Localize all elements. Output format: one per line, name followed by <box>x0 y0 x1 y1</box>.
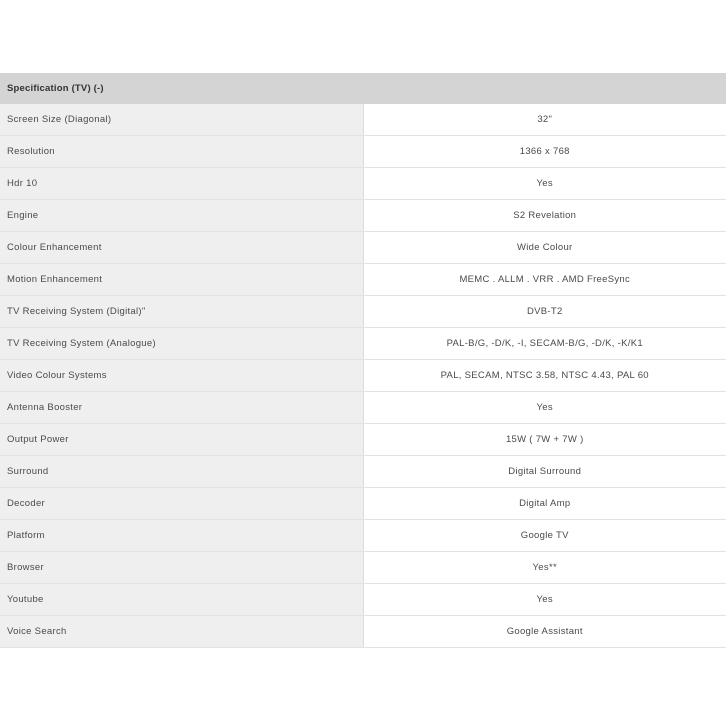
specification-header: Specification (TV) (-) <box>0 73 726 104</box>
spec-label: Engine <box>0 200 363 232</box>
table-row <box>0 104 726 136</box>
spec-label: Resolution <box>0 136 363 168</box>
spec-value: Google TV <box>363 520 726 552</box>
spec-label: Platform <box>0 520 363 552</box>
spec-label: Screen Size (Diagonal) <box>0 104 363 136</box>
table-row <box>0 232 726 264</box>
table-row <box>0 264 726 296</box>
spec-label: Output Power <box>0 424 363 456</box>
spec-value: Yes** <box>363 552 726 584</box>
table-row <box>0 584 726 616</box>
spec-value: Yes <box>363 584 726 616</box>
table-row <box>0 424 726 456</box>
specification-table <box>0 73 726 648</box>
spec-value: 1366 x 768 <box>363 136 726 168</box>
table-row <box>0 616 726 648</box>
spec-value: 15W ( 7W + 7W ) <box>363 424 726 456</box>
spec-value: DVB-T2 <box>363 296 726 328</box>
spec-label: Browser <box>0 552 363 584</box>
spec-label: TV Receiving System (Analogue) <box>0 328 363 360</box>
spec-label: Colour Enhancement <box>0 232 363 264</box>
table-row <box>0 392 726 424</box>
spec-value: Yes <box>363 168 726 200</box>
table-row <box>0 328 726 360</box>
spec-label: Surround <box>0 456 363 488</box>
spec-label: Antenna Booster <box>0 392 363 424</box>
spec-value: Wide Colour <box>363 232 726 264</box>
spec-label: Video Colour Systems <box>0 360 363 392</box>
table-row <box>0 488 726 520</box>
spec-label: Hdr 10 <box>0 168 363 200</box>
spec-value: 32" <box>363 104 726 136</box>
table-row <box>0 520 726 552</box>
spec-label: Motion Enhancement <box>0 264 363 296</box>
spec-value: S2 Revelation <box>363 200 726 232</box>
spec-value: PAL-B/G, -D/K, -I, SECAM-B/G, -D/K, -K/K1 <box>363 328 726 360</box>
spec-label: Voice Search <box>0 616 363 648</box>
spec-label: Decoder <box>0 488 363 520</box>
table-row <box>0 456 726 488</box>
table-row <box>0 296 726 328</box>
spec-value: PAL, SECAM, NTSC 3.58, NTSC 4.43, PAL 60 <box>363 360 726 392</box>
table-row <box>0 136 726 168</box>
spec-value: Google Assistant <box>363 616 726 648</box>
spec-value: Digital Amp <box>363 488 726 520</box>
spec-label: Youtube <box>0 584 363 616</box>
table-row <box>0 552 726 584</box>
spec-value: Digital Surround <box>363 456 726 488</box>
specification-rows <box>0 104 726 648</box>
specification-header-row <box>0 73 726 104</box>
spec-value: Yes <box>363 392 726 424</box>
spec-label: TV Receiving System (Digital)" <box>0 296 363 328</box>
table-row <box>0 200 726 232</box>
table-row <box>0 360 726 392</box>
spec-value: MEMC . ALLM . VRR . AMD FreeSync <box>363 264 726 296</box>
table-row <box>0 168 726 200</box>
